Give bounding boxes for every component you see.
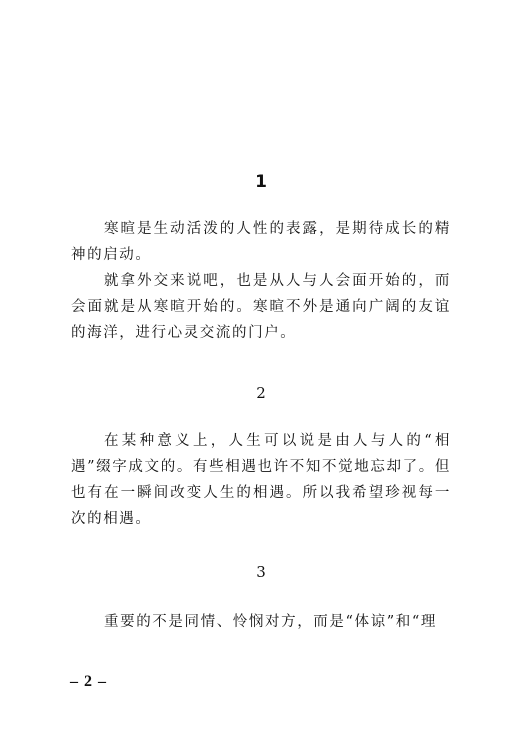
paragraph-3-1: 重要的不是同情、怜悯对方，而是“体谅”和“理	[104, 614, 437, 630]
section-number-3: 3	[256, 563, 266, 581]
page-number: – 2 –	[70, 673, 107, 690]
paragraph-1-2: 就拿外交来说吧，也是从人与人会面开始的，而会面就是从寒暄开始的。寒暄不外是通向广阔的友谊的海洋，进行心灵交流的门户。	[71, 273, 451, 341]
section-number-1: 1	[255, 172, 267, 192]
paragraph-1-1: 寒暄是生动活泼的人性的表露，是期待成长的精神的启动。	[71, 221, 451, 263]
section-number-2: 2	[256, 384, 266, 402]
paragraph-2-1: 在某种意义上，人生可以说是由人与人的“相遇”缀字成文的。有些相遇也许不知不觉地忘却了。但也有在一瞬间改变人生的相遇。所以我希望珍视每一次的相遇。	[71, 433, 451, 527]
